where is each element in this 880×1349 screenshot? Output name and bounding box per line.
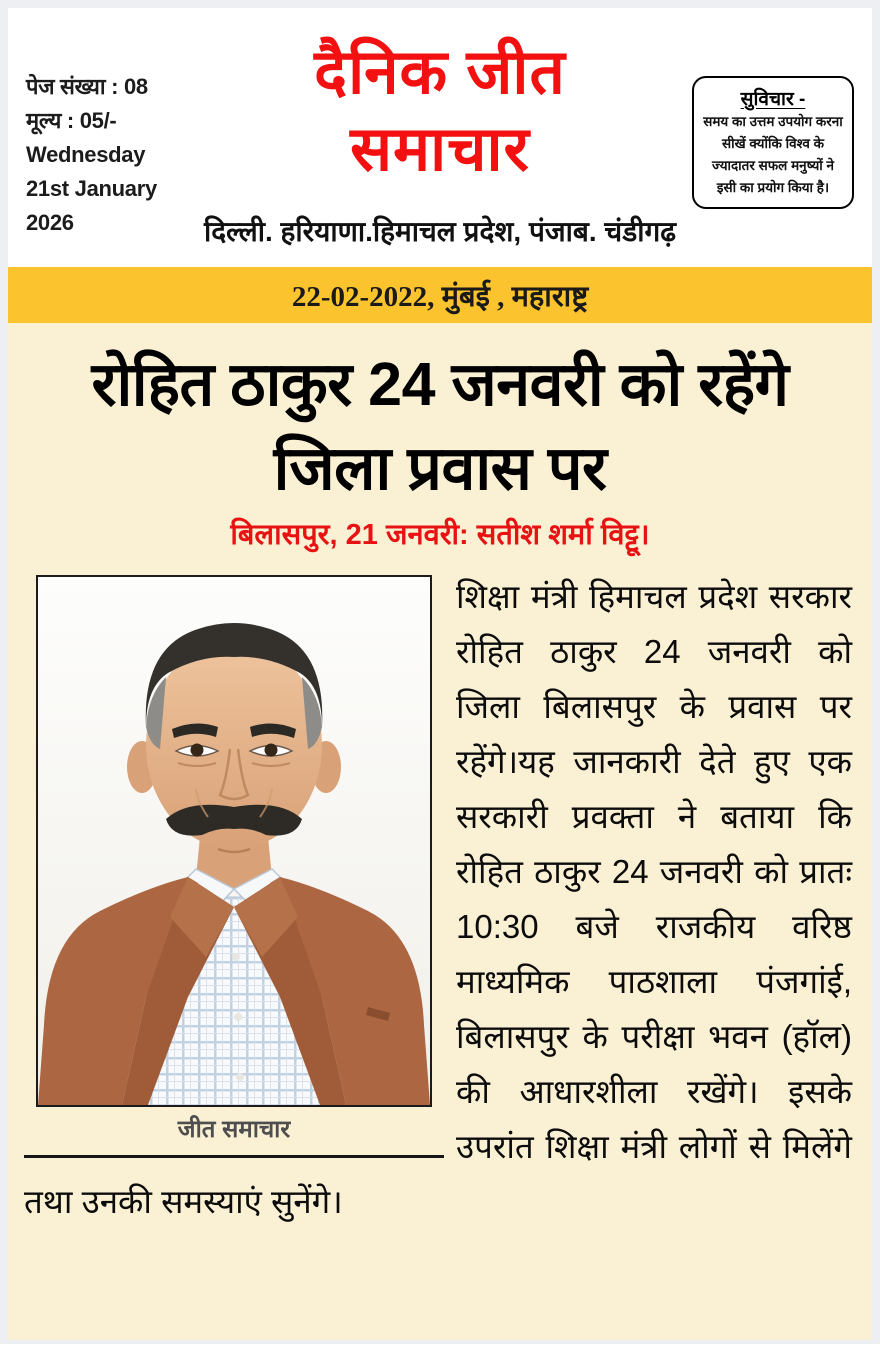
portrait-illustration bbox=[38, 577, 430, 1105]
thought-line: इसी का प्रयोग किया है। bbox=[716, 179, 830, 195]
price: मूल्य : 05/- bbox=[26, 108, 117, 133]
thought-line: सीखें क्योंकि विश्व के bbox=[722, 135, 824, 151]
date-location-text: 22-02-2022, मुंबई , महाराष्ट्र bbox=[291, 280, 589, 313]
date-location-bar bbox=[8, 267, 872, 323]
newspaper-content bbox=[8, 8, 872, 1340]
thought-of-the-day-box bbox=[692, 76, 854, 209]
regions-line: दिल्ली. हरियाणा.हिमाचल प्रदेश, पंजाब. चंडीगढ़ bbox=[204, 216, 676, 247]
thought-box-title: सुविचार - bbox=[740, 89, 806, 110]
article-photo-figure bbox=[24, 575, 444, 1158]
photo-caption: जीत समाचार bbox=[177, 1116, 291, 1144]
thought-line: समय का उत्तम उपयोग करना bbox=[703, 114, 843, 129]
headline-line-2: जिला प्रवास पर bbox=[273, 433, 607, 502]
masthead-line-1: दैनिक जीत bbox=[314, 38, 566, 107]
article-body-text: शिक्षा मंत्री हिमाचल प्रदेश सरकार रोहित ठाकुर 24 जनवरी को जिला बिलासपुर के प्रवास पर रहेंगे।यह जानकारी देते हुए एक सरकारी प्रवक्ता ने बताया कि रोहित ठाकुर 24 जनवरी को प्रातः 10:30 बजे राजकीय वरिष्ठ माध्यमिक पाठशाला पंजगांई, बिलासपुर के परीक्षा भवन (हॉल) की आधारशीला रखेंगे। इसके उपरांत शिक्षा मंत्री लोगों से मिलेंगे तथा उनकी समस्याएं सुनेंगे। bbox=[24, 578, 852, 1221]
weekday: Wednesday bbox=[26, 142, 146, 167]
masthead-line-2: समाचार bbox=[350, 115, 530, 184]
page-number: पेज संख्या : 08 bbox=[26, 74, 148, 99]
newspaper-header bbox=[8, 8, 872, 267]
article-section bbox=[8, 323, 872, 1340]
year: 2026 bbox=[26, 210, 74, 235]
politician-photo bbox=[36, 575, 432, 1107]
headline-line-1: रोहित ठाकुर 24 जनवरी को रहेंगे bbox=[91, 350, 789, 418]
article-body bbox=[8, 553, 872, 1229]
article-byline: बिलासपुर, 21 जनवरी: सतीश शर्मा विट्टू। bbox=[230, 519, 650, 552]
article-headline bbox=[8, 343, 872, 510]
date: 21st January bbox=[26, 176, 157, 201]
thought-line: ज्यादातर सफल मनुष्यों ने bbox=[711, 157, 835, 173]
